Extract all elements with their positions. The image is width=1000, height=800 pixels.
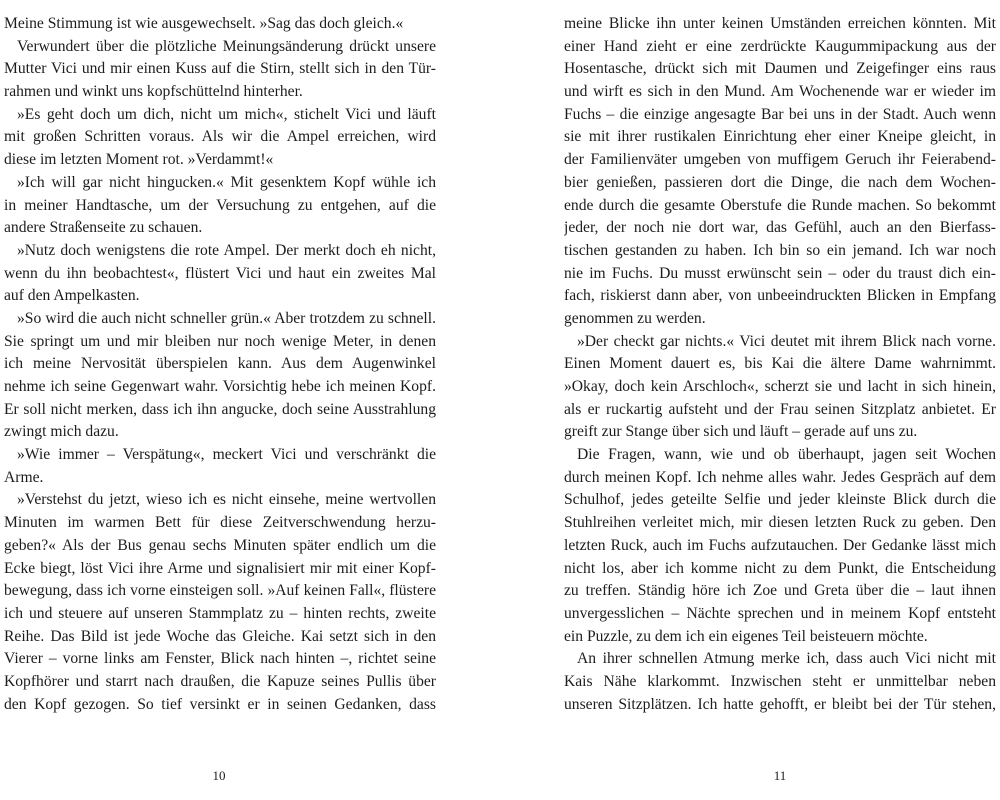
text-line: geben?« Als der Bus genau sechs Minuten später endlich um die: [4, 536, 436, 554]
text-line: Er soll nicht merken, dass ich ihn angucke, doch seine Ausstrahlung: [4, 400, 436, 418]
text-line: bier genießen, passieren dort die Dinge, die nach dem Wochen-: [564, 173, 996, 191]
text-line: Reihe. Das Bild ist jede Woche das Gleiche. Kai setzt sich in den: [4, 627, 436, 645]
text-line: zu treffen. Ständig höre ich Zoe und Greta über die – laut ihnen: [564, 582, 996, 600]
text-line: fach, riskierst dann aber, von unbeeindruckten Blicken in Empfang: [564, 287, 996, 305]
text-line: nie im Fuchs. Du musst erwünscht sein – oder du traust dich ein-: [564, 264, 996, 282]
left-page-number: 10: [212, 768, 226, 783]
text-line: einer Hand zieht er eine zerdrückte Kaugummipackung aus der: [564, 37, 996, 55]
text-line: Stuhlreihen verleitet mich, mir diesen letzten Ruck zu geben. Den: [564, 514, 996, 532]
right-page-number: 11: [773, 768, 787, 783]
text-line: in meiner Handtasche, um der Versuchung zu entgehen, auf die: [4, 196, 436, 214]
text-line: zwingt mich dazu.: [4, 423, 119, 441]
text-line: und wirft es sich in den Mund. Am Wochenende war er wieder im: [564, 83, 996, 101]
text-line: unvergesslichen – Nächte sprechen und in meinem Kopf entsteht: [564, 604, 996, 622]
text-line: »Der checkt gar nichts.« Vici deutet mit ihrem Blick nach vorne.: [577, 332, 996, 350]
text-line: greift zur Stange über sich und läuft – gerade auf uns zu.: [564, 423, 918, 441]
text-line: Mutter Vici und mir einen Kuss auf die Stirn, stellt sich in den Tür-: [4, 60, 436, 78]
text-line: Verwundert über die plötzliche Meinungsänderung drückt unsere: [17, 37, 436, 55]
text-line: genommen zu werden.: [564, 309, 706, 327]
text-line: nicht los, aber ich komme nicht zu dem Punkt, die Entscheidung: [564, 559, 996, 577]
text-line: Kais Nähe klarkommt. Inzwischen steht er unmittelbar neben: [564, 672, 996, 690]
text-line: unseren Sitzplätzen. Ich hatte gehofft, er bleibt bei der Tür stehen,: [564, 695, 996, 713]
text-line: wenn du ihn beobachtest«, flüstert Vici und haut ein zweites Mal: [4, 264, 436, 282]
text-line: »Wie immer – Verspätung«, meckert Vici und verschränkt die: [17, 446, 436, 464]
text-line: bewegung, dass ich vorne einsteigen soll. »Auf keinen Fall«, flüstere: [4, 582, 436, 600]
text-line: Meine Stimmung ist wie ausgewechselt. »Sag das doch gleich.«: [4, 15, 404, 32]
text-line: mit großen Schritten voraus. Als wir die Ampel erreichen, wird: [4, 128, 436, 146]
text-line: als er ruckartig aufsteht und der Frau seinen Sitzplatz anbietet. Er: [564, 400, 996, 418]
text-line: »Okay, doch kein Arschloch«, scherzt sie und lacht in sich hinein,: [564, 378, 996, 395]
text-line: Einen Moment dauert es, bis Kai die ältere Dame wahrnimmt.: [564, 355, 996, 373]
text-line: jeder, der noch nie dort war, das Gefühl, auch an den Bierfass-: [564, 219, 996, 237]
text-line: auf den Ampelkasten.: [4, 287, 140, 305]
text-line: der Familienväter umgeben von muffigem Geruch ihr Feierabend-: [564, 151, 996, 169]
text-line: sie mit ihrer rustikalen Einrichtung eher einer Kneipe gleicht, in: [564, 128, 996, 146]
text-line: »Es geht doch um dich, nicht um mich«, stichelt Vici und läuft: [17, 105, 436, 123]
text-line: ein Puzzle, zu dem ich ein eigenes Teil beisteuern möchte.: [564, 627, 928, 645]
text-line: »Verstehst du jetzt, wieso ich es nicht einsehe, meine wertvollen: [17, 491, 436, 509]
text-line: Sie springt um und mir bleiben nur noch wenige Meter, in denen: [4, 332, 436, 350]
left-page: [4, 13, 436, 716]
text-line: Kopfhörer und starrt nach draußen, die Kapuze seines Pullis über: [4, 672, 436, 690]
text-line: durch meinen Kopf. Ich nehme alles wahr. Jedes Gespräch auf dem: [564, 468, 996, 486]
text-line: Schulhof, jedes geteilte Selfie und jeder kleinste Blick durch die: [564, 491, 996, 509]
text-line: letzten Ruck, auch im Fuchs aufzutauchen. Der Gedanke lässt mich: [564, 536, 996, 554]
text-line: Arme.: [4, 468, 44, 486]
text-line: ich meine Nervosität überspielen kann. Aus dem Augenwinkel: [4, 355, 436, 373]
text-line: tischen gestanden zu haben. Ich bin so ein jemand. Ich war noch: [564, 241, 996, 259]
text-line: Minuten im warmen Bett für diese Zeitverschwendung herzu-: [4, 514, 436, 532]
text-line: An ihrer schnellen Atmung merke ich, dass auch Vici nicht mit: [577, 650, 996, 668]
text-line: rahmen und winkt uns kopfschüttelnd hinterher.: [4, 83, 303, 101]
text-line: meine Blicke ihn unter keinen Umständen erreichen könnten. Mit: [564, 15, 996, 32]
right-page: [564, 13, 996, 716]
text-line: »So wird die auch nicht schneller grün.« Aber trotzdem zu schnell.: [17, 309, 436, 327]
text-line: Hosentasche, drückt sich mit Daumen und Zeigefinger eins raus: [564, 60, 996, 78]
text-line: nehme ich seine Gegenwart wahr. Vorsichtig hebe ich meinen Kopf.: [4, 378, 436, 395]
text-line: den Kopf gezogen. So tief versinkt er in seinen Gedanken, dass: [4, 695, 436, 713]
text-line: andere Straßenseite zu schauen.: [4, 219, 203, 237]
text-line: Ecke biegt, löst Vici ihre Arme und signalisiert mir mit einer Kopf-: [4, 559, 436, 577]
text-line: ich und steuere auf unseren Stammplatz zu – hinten rechts, zweite: [4, 604, 436, 622]
text-line: Fuchs – die einzige angesagte Bar bei uns in der Stadt. Auch wenn: [564, 105, 996, 123]
text-line: ende durch die gesamte Oberstufe die Runde machen. So bekommt: [564, 196, 996, 214]
text-line: Vierer – vorne links am Fenster, Blick nach hinten –, richtet seine: [4, 650, 436, 668]
text-line: »Ich will gar nicht hingucken.« Mit gesenktem Kopf wühle ich: [17, 173, 436, 191]
text-line: diese im letzten Moment rot. »Verdammt!«: [4, 151, 274, 169]
text-line: Die Fragen, wann, wie und ob überhaupt, jagen seit Wochen: [577, 446, 996, 464]
text-line: »Nutz doch wenigstens die rote Ampel. Der merkt doch eh nicht,: [17, 241, 436, 259]
